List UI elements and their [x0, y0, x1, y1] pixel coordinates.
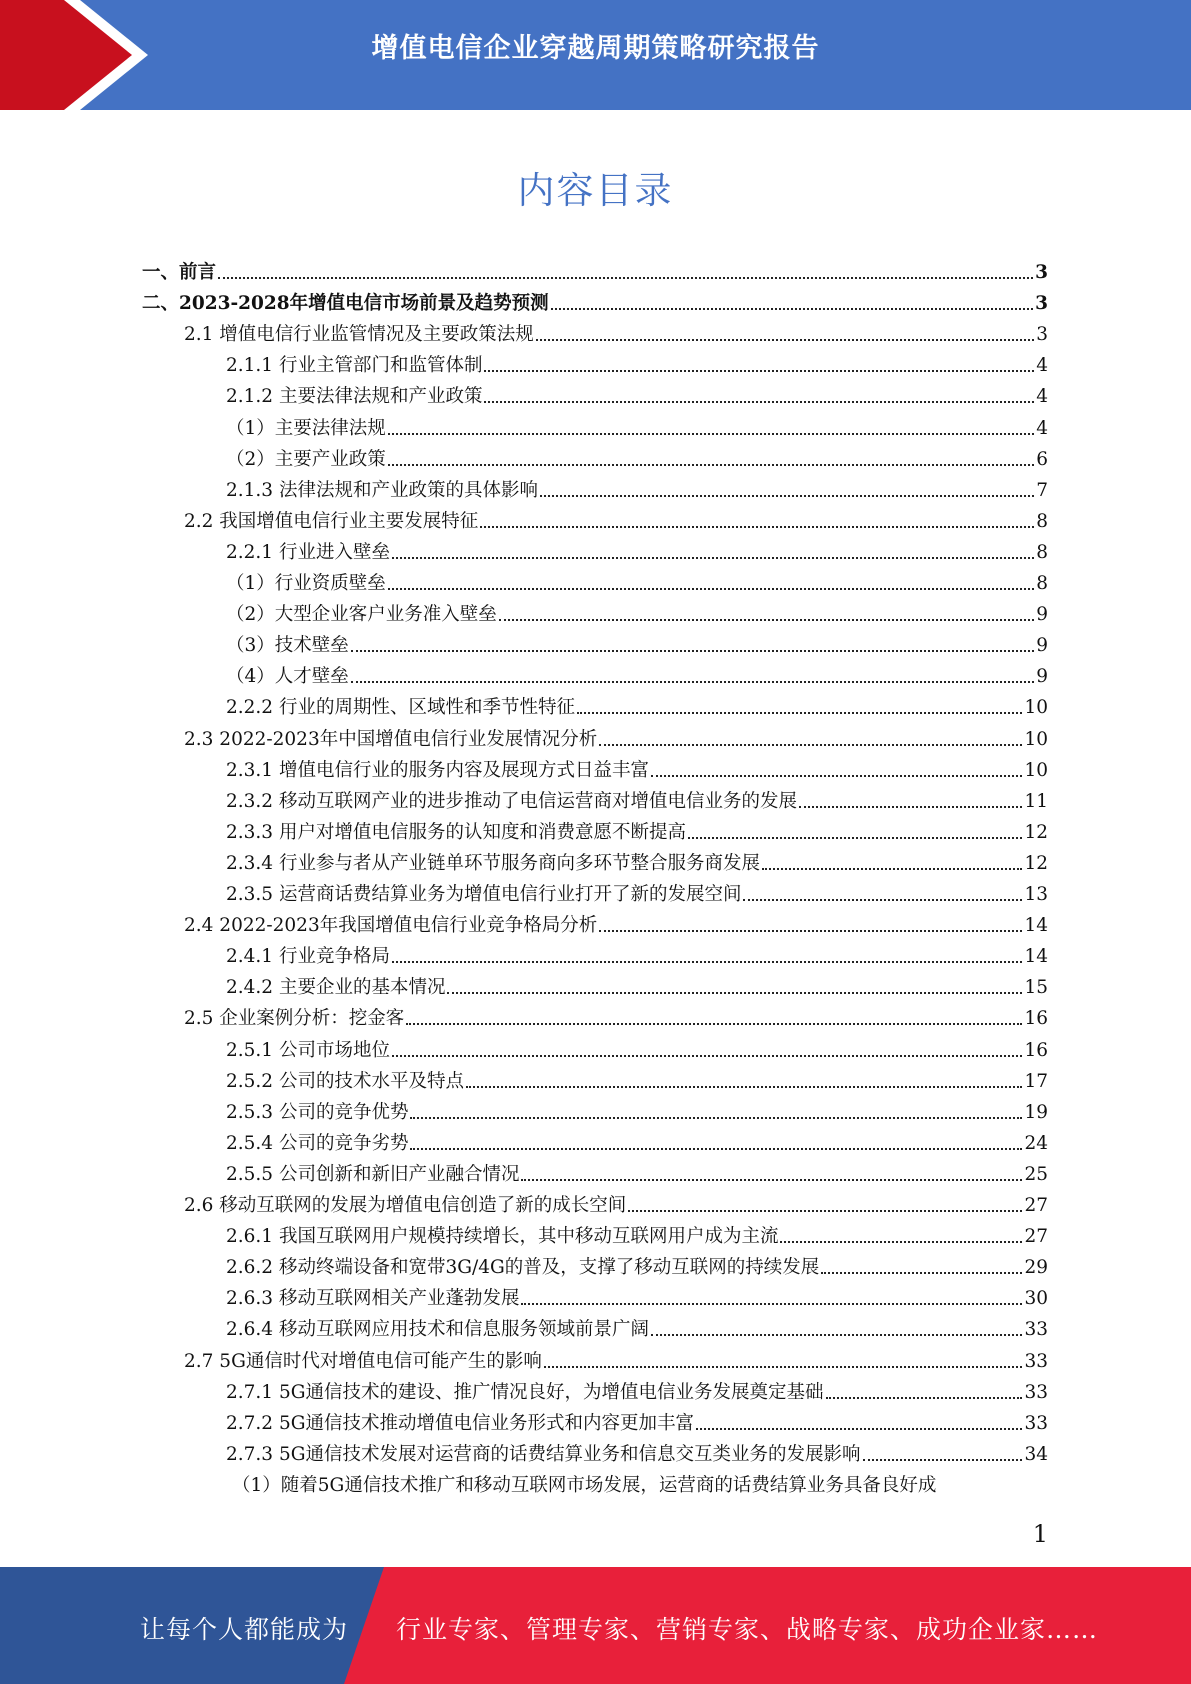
toc-entry-page: 9	[1036, 635, 1048, 657]
toc-leader-dots	[466, 1086, 1022, 1088]
toc-leader-dots	[688, 837, 1022, 839]
toc-leader-dots	[410, 1148, 1022, 1150]
toc-leader-dots	[388, 588, 1034, 590]
toc-leader-dots	[351, 650, 1034, 652]
toc-entry-page: 33	[1024, 1350, 1048, 1372]
toc-entry[interactable]	[226, 534, 1048, 565]
toc-leader-dots	[521, 1303, 1022, 1305]
toc-entry-label: 2.6.2 移动终端设备和宽带3G/4G的普及，支撑了移动互联网的持续发展	[226, 1257, 820, 1279]
toc-entry[interactable]	[142, 254, 1048, 285]
toc-leader-dots	[392, 1055, 1022, 1057]
toc-entry-label: 2.5.2 公司的技术水平及特点	[226, 1070, 464, 1092]
toc-entry-page: 3	[1035, 262, 1048, 283]
toc-entry[interactable]	[226, 752, 1048, 783]
toc-entry-page: 17	[1024, 1070, 1048, 1092]
toc-leader-dots	[743, 899, 1022, 901]
toc-leader-dots	[406, 1023, 1022, 1025]
toc-entry[interactable]	[226, 1156, 1048, 1187]
toc-entry[interactable]	[226, 1063, 1048, 1094]
toc-entry-label: （2）主要产业政策	[226, 448, 386, 470]
toc-entry[interactable]	[226, 596, 1048, 627]
toc-leader-dots	[351, 681, 1034, 683]
toc-entry[interactable]	[184, 316, 1048, 347]
toc-entry-page: 8	[1036, 573, 1048, 594]
toc-entry-page: 29	[1024, 1257, 1048, 1279]
toc-leader-dots	[799, 806, 1022, 808]
toc-leader-dots	[863, 1459, 1023, 1461]
toc-entry-page: 13	[1024, 884, 1048, 905]
toc-entry-page: 27	[1024, 1226, 1048, 1248]
toc-leader-dots	[218, 277, 1033, 279]
toc-entry-label: （4）人才壁垒	[226, 666, 349, 688]
toc-entry-label: （1）主要法律法规	[226, 417, 386, 439]
toc-entry-page: 4	[1036, 386, 1048, 408]
toc-entry[interactable]	[226, 689, 1048, 720]
toc-entry-page: 33	[1024, 1412, 1048, 1434]
toc-entry-page: 12	[1024, 821, 1048, 843]
toc-entry[interactable]	[226, 1218, 1048, 1249]
toc-entry-label: 2.3 2022-2023年中国增值电信行业发展情况分析	[184, 728, 598, 750]
toc-entry-page: 3	[1035, 293, 1048, 315]
toc-entry-label: 2.4.1 行业竞争格局	[226, 946, 390, 968]
toc-entry-label: 2.3.4 行业参与者从产业链单环节服务商向多环节整合服务商发展	[226, 852, 760, 874]
toc-entry-label: 2.3.1 增值电信行业的服务内容及展现方式日益丰富	[226, 759, 649, 781]
toc-entry-page: 8	[1036, 510, 1048, 532]
toc-entry-label: 2.7 5G通信时代对增值电信可能产生的影响	[184, 1350, 542, 1372]
header-band	[0, 0, 1191, 110]
toc-leader-dots	[540, 495, 1034, 497]
toc-entry-label: 2.1 增值电信行业监管情况及主要政策法规	[184, 324, 534, 346]
toc-leader-dots	[544, 1366, 1023, 1368]
toc-entry-label: 2.6.1 我国互联网用户规模持续增长，其中移动互联网用户成为主流	[226, 1226, 779, 1248]
toc-entry-page: 9	[1036, 604, 1048, 626]
toc-entry-label: 2.4 2022-2023年我国增值电信行业竞争格局分析	[184, 915, 598, 937]
toc-entry-page: 9	[1036, 666, 1048, 688]
toc-entry-label: 2.2.2 行业的周期性、区域性和季节性特征	[226, 697, 575, 719]
toc-entry[interactable]	[226, 1405, 1048, 1436]
toc-leader-dots	[762, 868, 1022, 870]
toc-entry-page: 33	[1024, 1381, 1048, 1403]
toc-leader-dots	[447, 992, 1022, 994]
toc-entry[interactable]	[226, 1249, 1048, 1280]
toc-entry-label: 2.2 我国增值电信行业主要发展特征	[184, 510, 479, 532]
toc-entry-label: 2.6.3 移动互联网相关产业蓬勃发展	[226, 1288, 520, 1310]
toc-entry-page: 12	[1024, 852, 1048, 874]
toc-entry[interactable]	[226, 1094, 1048, 1125]
toc-entry[interactable]	[226, 441, 1048, 472]
toc-entry-page: 4	[1036, 417, 1048, 439]
toc-leader-dots	[521, 1179, 1022, 1181]
toc-leader-dots	[388, 464, 1034, 466]
toc-entry[interactable]	[226, 658, 1048, 689]
toc-leader-dots	[388, 433, 1034, 435]
toc-entry[interactable]	[226, 1280, 1048, 1311]
toc-entry-label: 2.5 企业案例分析：挖金客	[184, 1008, 405, 1030]
toc-entry-page: 14	[1024, 946, 1048, 968]
toc-entry[interactable]	[226, 814, 1048, 845]
toc-entry-label: 2.4.2 主要企业的基本情况	[226, 977, 446, 999]
report-title: 增值电信企业穿越周期策略研究报告	[371, 33, 820, 64]
toc-entry-label: 2.5.5 公司创新和新旧产业融合情况	[226, 1163, 520, 1185]
toc-leader-dots	[599, 744, 1022, 746]
toc-entry[interactable]	[226, 1311, 1048, 1342]
toc-entry-label: 2.1.2 主要法律法规和产业政策	[226, 386, 483, 408]
toc-entry-page: 19	[1024, 1101, 1048, 1123]
toc-entry[interactable]	[226, 783, 1048, 814]
footer-slogan-left: 让每个人都能成为	[140, 1615, 349, 1644]
toc-entry-label: 2.2.1 行业进入壁垒	[226, 541, 390, 563]
toc-entry-label: 2.5.3 公司的竞争优势	[226, 1101, 409, 1123]
toc-entry-page: 25	[1024, 1163, 1048, 1185]
toc-entry-label: 2.3.5 运营商话费结算业务为增值电信行业打开了新的发展空间	[226, 884, 742, 905]
toc-leader-dots	[651, 1334, 1022, 1336]
toc-entry-page: 34	[1024, 1443, 1048, 1465]
toc-entry[interactable]	[226, 1436, 1048, 1467]
toc-leader-dots	[484, 401, 1034, 403]
toc-entry-page: 4	[1036, 355, 1048, 377]
toc-entry-page: 33	[1024, 1319, 1048, 1341]
toc-leader-dots	[826, 1397, 1023, 1399]
toc-entry[interactable]	[226, 410, 1048, 441]
footer-slogan-right: 行业专家、管理专家、营销专家、战略专家、成功企业家……	[396, 1615, 1099, 1644]
toc-entry-page: 15	[1024, 977, 1048, 999]
toc-entry-label: （3）技术壁垒	[226, 635, 349, 657]
toc-entry-label: 2.7.1 5G通信技术的建设、推广情况良好，为增值电信业务发展奠定基础	[226, 1381, 824, 1403]
toc-entry-label: 2.1.3 法律法规和产业政策的具体影响	[226, 479, 538, 501]
toc-entry-label: 2.1.1 行业主管部门和监管体制	[226, 355, 483, 377]
toc-leader-dots	[484, 370, 1034, 372]
toc-entry-page: 10	[1024, 728, 1048, 750]
toc-entry[interactable]	[226, 876, 1048, 907]
toc-entry[interactable]	[226, 565, 1048, 596]
toc-entry-page: 6	[1036, 448, 1048, 470]
toc-entry-label: 2.3.3 用户对增值电信服务的认知度和消费意愿不断提高	[226, 821, 686, 843]
page-number: 1	[1032, 1520, 1048, 1548]
toc-leader-dots	[551, 308, 1033, 310]
toc-entry[interactable]	[226, 969, 1048, 1000]
toc-entry[interactable]	[226, 472, 1048, 503]
toc-entry-page: 27	[1024, 1195, 1048, 1216]
toc-leader-dots	[392, 961, 1022, 963]
toc-leader-dots	[628, 1210, 1022, 1212]
toc-entry-page: 10	[1024, 697, 1048, 719]
toc-leader-dots	[392, 557, 1034, 559]
toc-entry-page: 11	[1024, 790, 1048, 812]
toc-heading: 内容目录	[517, 169, 674, 212]
toc-entry-page: 16	[1024, 1008, 1048, 1030]
toc-entry[interactable]	[184, 503, 1048, 534]
toc-entry-label: 一、前言	[142, 262, 217, 283]
toc-entry[interactable]	[184, 1187, 1048, 1218]
toc-entry[interactable]	[232, 1467, 1048, 1498]
toc-entry[interactable]	[184, 721, 1048, 752]
toc-entry[interactable]	[226, 347, 1048, 378]
toc-leader-dots	[480, 526, 1034, 528]
toc-entry-page: 10	[1024, 759, 1048, 781]
toc-leader-dots	[821, 1272, 1022, 1274]
toc-entry-page: 7	[1036, 479, 1048, 501]
toc-entry-label: 2.5.4 公司的竞争劣势	[226, 1132, 409, 1154]
toc-leader-dots	[499, 619, 1034, 621]
toc-entry[interactable]	[184, 907, 1048, 938]
toc-leader-dots	[410, 1117, 1022, 1119]
toc-entry-page: 24	[1024, 1132, 1048, 1154]
toc-entry-page: 16	[1024, 1039, 1048, 1061]
toc-entry-label: （1）随着5G通信技术推广和移动互联网市场发展，运营商的话费结算业务具备良好成	[232, 1474, 937, 1496]
toc-entry-label: 2.6.4 移动互联网应用技术和信息服务领域前景广阔	[226, 1319, 649, 1341]
toc-entry-label: 2.7.3 5G通信技术发展对运营商的话费结算业务和信息交互类业务的发展影响	[226, 1443, 861, 1465]
toc-entry-label: 2.5.1 公司市场地位	[226, 1039, 390, 1061]
toc-entry[interactable]	[142, 285, 1048, 316]
toc-entry-label: （1）行业资质壁垒	[226, 573, 386, 594]
toc-entry-page: 14	[1024, 915, 1048, 937]
toc-entry[interactable]	[226, 627, 1048, 658]
toc-leader-dots	[696, 1428, 1022, 1430]
toc-entry-page: 30	[1024, 1288, 1048, 1310]
toc-entry[interactable]	[184, 1343, 1048, 1374]
toc-entry-label: 2.6 移动互联网的发展为增值电信创造了新的成长空间	[184, 1195, 627, 1216]
toc-entry[interactable]	[226, 845, 1048, 876]
toc-entry[interactable]	[226, 1374, 1048, 1405]
toc-leader-dots	[780, 1241, 1022, 1243]
toc-entry-label: 二、2023-2028年增值电信市场前景及趋势预测	[142, 293, 549, 315]
toc-entry-label: （2）大型企业客户业务准入壁垒	[226, 604, 497, 626]
toc-entry[interactable]	[184, 1000, 1048, 1031]
toc-entry[interactable]	[226, 1125, 1048, 1156]
toc-entry-label: 2.7.2 5G通信技术推动增值电信业务形式和内容更加丰富	[226, 1412, 695, 1434]
toc-entry-label: 2.3.2 移动互联网产业的进步推动了电信运营商对增值电信业务的发展	[226, 790, 797, 812]
toc-entry-page: 3	[1036, 324, 1048, 346]
toc-leader-dots	[536, 339, 1034, 341]
toc-leader-dots	[599, 930, 1022, 932]
toc-leader-dots	[577, 712, 1022, 714]
toc-leader-dots	[651, 775, 1022, 777]
toc-entry[interactable]	[226, 1032, 1048, 1063]
toc-entry-page: 8	[1036, 541, 1048, 563]
toc-entry[interactable]	[226, 938, 1048, 969]
toc-entry[interactable]	[226, 378, 1048, 409]
